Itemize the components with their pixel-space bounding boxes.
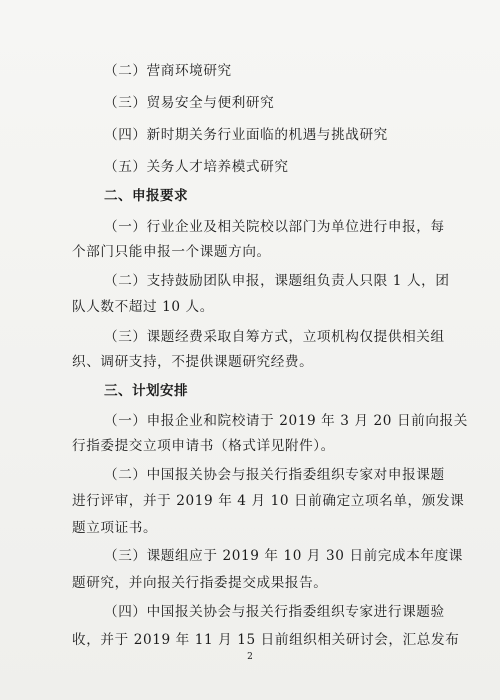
- paragraph-line: （四）中国报关协会与报关行指委组织专家进行课题验: [104, 604, 445, 620]
- page-number: 2: [247, 652, 253, 662]
- paragraph-line: 个部门只能申报一个课题方向。: [72, 244, 271, 260]
- list-item-customs-industry: （四）新时期关务行业面临的机遇与挑战研究: [104, 127, 388, 143]
- list-item-business-environment: （二）营商环境研究: [104, 63, 232, 79]
- paragraph-line: （二）中国报关协会与报关行指委组织专家对申报课题: [104, 467, 445, 483]
- paragraph-line: （三）课题经费采取自筹方式，立项机构仅提供相关组: [104, 329, 445, 345]
- paragraph-line: （一）行业企业及相关院校以部门为单位进行申报，每: [104, 219, 445, 235]
- list-item-talent-training: （五）关务人才培养模式研究: [104, 159, 289, 175]
- paragraph-line: （二）支持鼓励团队申报，课题组负责人只限 1 人，团: [104, 273, 450, 289]
- paragraph-line: 织、调研支持，不提供课题研究经费。: [72, 354, 314, 370]
- paragraph-line: 行指委提交立项申请书（格式详见附件）。: [72, 438, 335, 454]
- section-heading-requirements: 二、申报要求: [104, 188, 188, 204]
- paragraph-line: （三）课题组应于 2019 年 10 月 30 日前完成本年度课: [104, 548, 464, 564]
- paragraph-line: 题立项证书。: [72, 520, 158, 536]
- list-item-trade-security: （三）贸易安全与便利研究: [104, 95, 275, 111]
- section-heading-schedule: 三、计划安排: [104, 383, 188, 399]
- paragraph-line: 进行评审，并于 2019 年 4 月 10 日前确定立项名单，颁发课: [72, 493, 465, 509]
- paragraph-line: 题研究，并向报关行指委提交成果报告。: [72, 575, 328, 591]
- paragraph-line: 收，并于 2019 年 11 月 15 日前组织相关研讨会，汇总发布: [72, 632, 460, 648]
- paragraph-line: （一）申报企业和院校请于 2019 年 3 月 20 日前向报关: [104, 413, 468, 429]
- paragraph-line: 队人数不超过 10 人。: [72, 299, 214, 315]
